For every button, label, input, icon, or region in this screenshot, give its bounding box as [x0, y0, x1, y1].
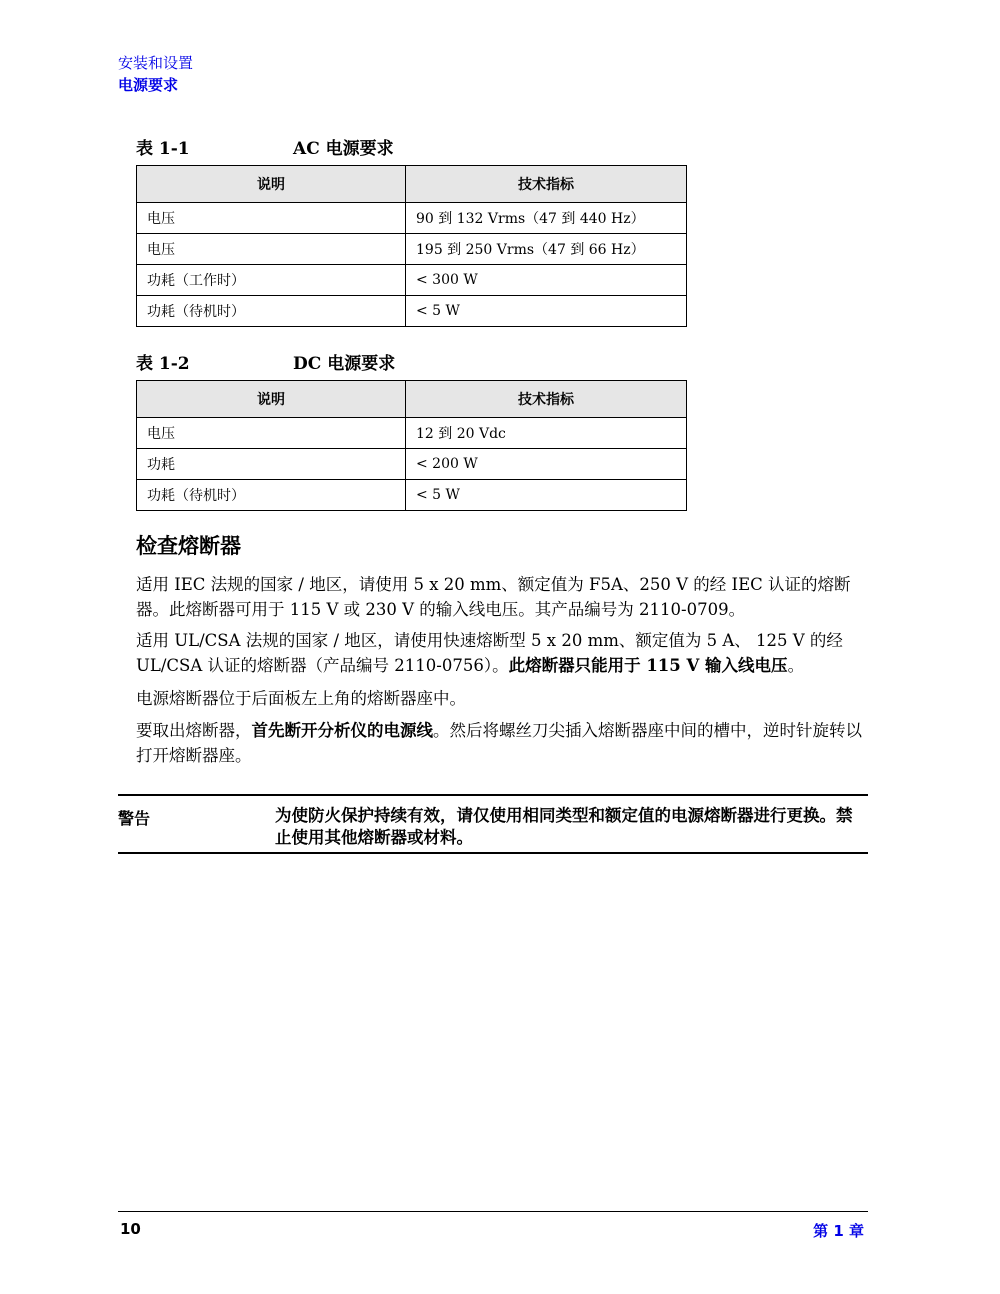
warning-label: 警告: [118, 809, 151, 828]
table-cell: < 5 W: [406, 480, 687, 511]
table-cell: 功耗（待机时）: [137, 480, 406, 511]
table-row: [137, 265, 687, 296]
paragraph-text: 。然后将螺丝刀尖插入熔断器座中间的槽中，逆时针旋转以打开熔断器座。: [136, 721, 862, 765]
table1-title: AC 电源要求: [293, 139, 394, 159]
section-heading: 检查熔断器: [136, 533, 241, 558]
warning-text: 为使防火保护持续有效，请仅使用相同类型和额定值的电源熔断器进行更换。禁止使用其他熔断器或材料。: [275, 806, 853, 847]
table-row: [137, 234, 687, 265]
paragraph-fuse-removal: [136, 718, 871, 768]
column-header-description: 说明: [137, 381, 406, 418]
dc-power-table: [136, 380, 687, 511]
paragraph-text: 适用 UL/CSA 法规的国家 / 地区，请使用快速熔断型 5 x 20 mm、额定值为 5 A、 125 V 的经 UL/CSA 认证的熔断器（产品编号 2110-0756）。: [136, 631, 843, 675]
emphasis-text: 此熔断器只能用于 115 V 输入线电压: [508, 656, 788, 675]
emphasis-text: 首先断开分析仪的电源线: [251, 721, 433, 740]
table-cell: < 300 W: [406, 265, 687, 296]
paragraph-text: 。: [787, 656, 805, 675]
ac-power-table: [136, 165, 687, 327]
breadcrumb-chapter: 安装和设置: [118, 54, 194, 72]
table-cell: 电压: [137, 203, 406, 234]
table-cell: < 5 W: [406, 296, 687, 327]
chapter-label: 第 1 章: [813, 1222, 864, 1240]
paragraph-text: 要取出熔断器，: [136, 721, 252, 740]
column-header-spec: 技术指标: [406, 166, 687, 203]
table2-caption: [136, 349, 396, 374]
column-header-spec: 技术指标: [406, 381, 687, 418]
page-number: 10: [120, 1220, 141, 1238]
paragraph-iec-fuse: 适用 IEC 法规的国家 / 地区，请使用 5 x 20 mm、额定值为 F5A、250 V 的经 IEC 认证的熔断器。此熔断器可用于 115 V 或 230 V 的输入线电压。其产品编号为 2110-0709。: [136, 575, 851, 619]
table-header-row: [137, 381, 687, 418]
table-cell: 功耗（工作时）: [137, 265, 406, 296]
paragraph-fuse-location: 电源熔断器位于后面板左上角的熔断器座中。: [136, 689, 466, 708]
column-header-description: 说明: [137, 166, 406, 203]
table2-title: DC 电源要求: [293, 354, 396, 374]
table-header-row: [137, 166, 687, 203]
table-cell: 195 到 250 Vrms（47 到 66 Hz）: [406, 234, 687, 265]
warning-top-rule: [118, 794, 868, 796]
table-cell: 电压: [137, 234, 406, 265]
table1-number: 表 1-1: [136, 139, 190, 159]
paragraph-ul-csa-fuse: [136, 628, 871, 678]
table-cell: 90 到 132 Vrms（47 到 440 Hz）: [406, 203, 687, 234]
table-cell: 12 到 20 Vdc: [406, 418, 687, 449]
warning-bottom-rule: [118, 852, 868, 854]
table-row: [137, 203, 687, 234]
footer-rule: [118, 1211, 868, 1212]
table-cell: 功耗（待机时）: [137, 296, 406, 327]
table-cell: 功耗: [137, 449, 406, 480]
table-row: [137, 449, 687, 480]
table-cell: < 200 W: [406, 449, 687, 480]
table2-number: 表 1-2: [136, 354, 190, 374]
table-row: [137, 296, 687, 327]
table1-caption: [136, 134, 394, 159]
table-row: [137, 480, 687, 511]
table-cell: 电压: [137, 418, 406, 449]
breadcrumb: [118, 52, 193, 96]
table-row: [137, 418, 687, 449]
breadcrumb-section: 电源要求: [118, 76, 179, 94]
